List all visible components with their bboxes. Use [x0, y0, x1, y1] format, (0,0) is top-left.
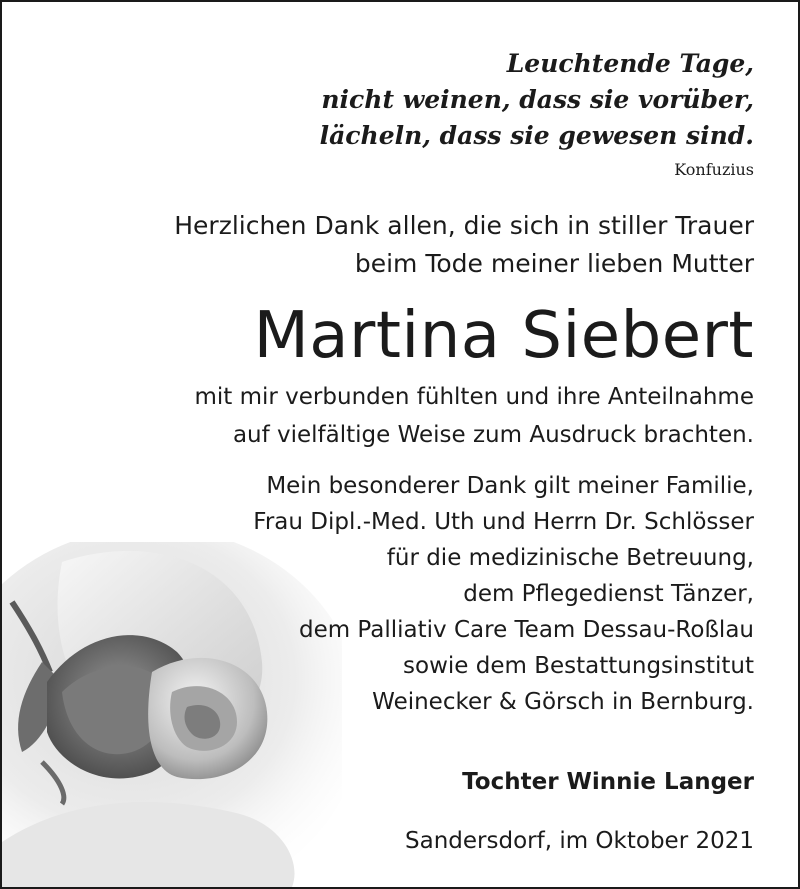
deceased-name: Martina Siebert — [253, 299, 754, 373]
quote-author: Konfuzius — [674, 160, 754, 179]
thanks-line: sowie dem Bestattungsinstitut — [403, 653, 754, 679]
intro-text — [174, 207, 754, 283]
place-date: Sandersdorf, im Oktober 2021 — [405, 828, 754, 854]
middle-line: auf vielfältige Weise zum Ausdruck brachten. — [232, 422, 754, 448]
thanks-line: Frau Dipl.-Med. Uth und Herrn Dr. Schlösser — [253, 509, 754, 535]
thanks-text — [253, 468, 754, 720]
intro-line: beim Tode meiner lieben Mutter — [354, 249, 754, 278]
quote-line: lächeln, dass sie gewesen sind. — [319, 121, 754, 150]
quote-line: Leuchtende Tage, — [506, 49, 754, 78]
middle-line: mit mir verbunden fühlten und ihre Anteilnahme — [194, 384, 754, 410]
thanks-line: dem Pflegedienst Tänzer, — [463, 581, 754, 607]
thanks-line: dem Palliativ Care Team Dessau-Roßlau — [298, 617, 754, 643]
thanks-line: für die medizinische Betreuung, — [386, 545, 754, 571]
thanks-line: Mein besonderer Dank gilt meiner Familie, — [266, 473, 754, 499]
quote — [320, 46, 754, 154]
middle-text — [194, 378, 754, 454]
quote-line: nicht weinen, dass sie vorüber, — [321, 85, 754, 114]
thanks-line: Weinecker & Görsch in Bernburg. — [372, 689, 754, 715]
signature: Tochter Winnie Langer — [462, 769, 754, 795]
intro-line: Herzlichen Dank allen, die sich in stiller Trauer — [174, 211, 754, 240]
